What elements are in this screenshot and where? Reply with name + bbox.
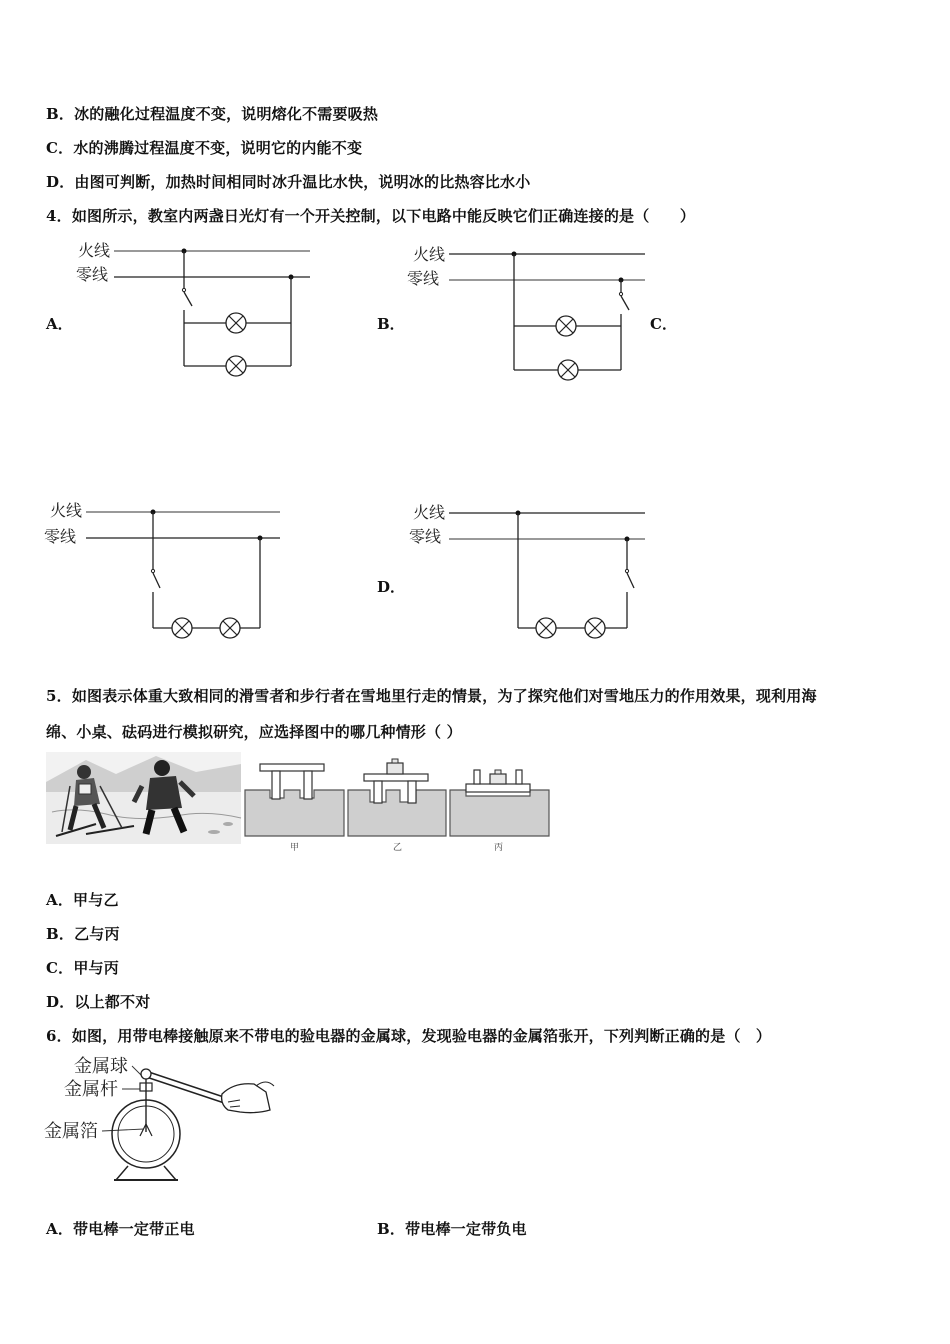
panel-label-jia: 甲 <box>290 843 300 853</box>
lamp-icon <box>536 618 556 638</box>
lamp-icon <box>220 618 240 638</box>
q4-option-c-label: C． <box>650 315 677 333</box>
q3-option-c: C．水的沸腾过程温度不变，说明它的内能不变 <box>46 139 363 157</box>
metal-ball <box>141 1069 151 1079</box>
q5-option-d: D．以上都不对 <box>46 993 151 1011</box>
neutral-wire-label: 零线 <box>407 269 440 288</box>
q3-option-d: D．由图可判断，加热时间相同时冰升温比水快，说明冰的比热容比水小 <box>46 173 531 191</box>
lamp-icon <box>558 360 578 380</box>
panel-label-yi: 乙 <box>393 843 403 853</box>
skier-walker-illustration <box>46 752 241 844</box>
circuit-c-diagram <box>42 498 292 638</box>
live-wire-label: 火线 <box>78 241 111 260</box>
q5-stem-line1: 5．如图表示体重大致相同的滑雪者和步行者在雪地里行走的情景，为了探究他们对雪地压力的作用效果，现利用海 <box>46 687 817 705</box>
q5-option-a: A．甲与乙 <box>46 891 119 909</box>
panel-jia <box>245 764 344 853</box>
panel-bing <box>450 770 549 853</box>
q4-option-d-label: D． <box>377 578 406 596</box>
lamp-icon <box>172 618 192 638</box>
sponge-table-panels <box>244 758 550 854</box>
q3-option-b: B．冰的融化过程温度不变，说明熔化不需要吸热 <box>46 105 379 123</box>
lamp-icon <box>556 316 576 336</box>
hand-icon <box>222 1082 274 1113</box>
q6-option-b: B．带电棒一定带负电 <box>377 1220 527 1238</box>
live-wire-label: 火线 <box>413 503 446 522</box>
q5-stem-line2: 绵、小桌、砝码进行模拟研究，应选择图中的哪几种情形（ ） <box>46 723 462 741</box>
q4-option-b-label: B． <box>377 315 405 333</box>
lamp-icon <box>585 618 605 638</box>
q6-option-a: A．带电棒一定带正电 <box>46 1220 195 1238</box>
neutral-wire-label: 零线 <box>44 527 77 546</box>
label-metal-rod: 金属杆 <box>64 1079 118 1100</box>
q4-option-a-label: A． <box>46 315 73 333</box>
live-wire-label: 火线 <box>413 245 446 264</box>
label-metal-foil: 金属箔 <box>44 1121 98 1142</box>
lamp-icon <box>226 356 246 376</box>
lamp-icon <box>226 313 246 333</box>
live-wire-label: 火线 <box>50 501 83 520</box>
neutral-wire-label: 零线 <box>76 265 109 284</box>
circuit-b-diagram <box>405 240 655 380</box>
q5-option-b: B．乙与丙 <box>46 925 120 943</box>
label-metal-ball: 金属球 <box>74 1056 128 1077</box>
neutral-wire-label: 零线 <box>409 527 442 546</box>
panel-label-bing: 丙 <box>494 843 504 853</box>
q6-stem: 6．如图，用带电棒接触原来不带电的验电器的金属球，发现验电器的金属箔张开，下列判断正确的是（ ） <box>46 1027 772 1045</box>
circuit-a-diagram <box>70 238 320 378</box>
circuit-d-diagram <box>405 498 655 638</box>
charged-rod <box>146 1074 230 1102</box>
panel-yi <box>348 759 446 853</box>
electroscope-diagram <box>44 1052 284 1182</box>
q5-option-c: C．甲与丙 <box>46 959 119 977</box>
q4-stem: 4．如图所示，教室内两盏日光灯有一个开关控制，以下电路中能反映它们正确连接的是（ ） <box>46 207 696 225</box>
